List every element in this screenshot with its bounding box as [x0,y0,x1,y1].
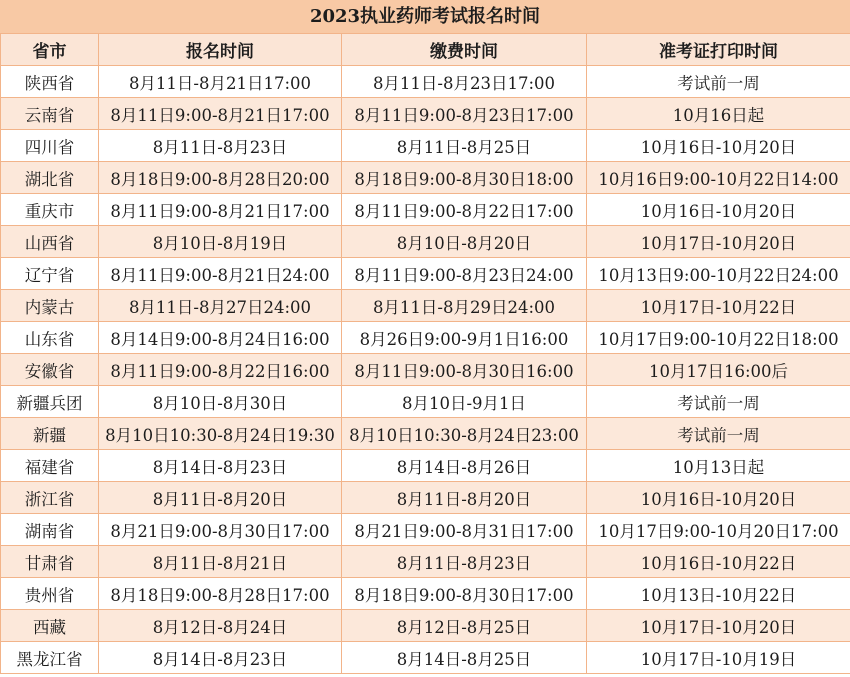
header-payment-time: 缴费时间 [342,34,587,66]
cell-province: 湖北省 [1,162,99,194]
cell-admission-print-time: 10月17日9:00-10月22日18:00 [587,322,850,354]
cell-admission-print-time: 考试前一周 [587,386,850,418]
cell-payment-time: 8月11日9:00-8月30日16:00 [342,354,587,386]
cell-registration-time: 8月21日9:00-8月30日17:00 [99,514,342,546]
cell-registration-time: 8月10日-8月19日 [99,226,342,258]
cell-payment-time: 8月11日-8月23日 [342,546,587,578]
cell-province: 山西省 [1,226,99,258]
cell-payment-time: 8月10日-9月1日 [342,386,587,418]
cell-payment-time: 8月14日-8月25日 [342,642,587,674]
cell-payment-time: 8月11日9:00-8月22日17:00 [342,194,587,226]
cell-registration-time: 8月11日9:00-8月21日17:00 [99,98,342,130]
table-row [1,354,850,386]
cell-payment-time: 8月10日10:30-8月24日23:00 [342,418,587,450]
table-row [1,482,850,514]
cell-province: 内蒙古 [1,290,99,322]
cell-admission-print-time: 考试前一周 [587,66,850,98]
cell-registration-time: 8月18日9:00-8月28日20:00 [99,162,342,194]
cell-registration-time: 8月11日-8月23日 [99,130,342,162]
cell-province: 新疆兵团 [1,386,99,418]
cell-payment-time: 8月11日9:00-8月23日17:00 [342,98,587,130]
cell-admission-print-time: 10月13日9:00-10月22日24:00 [587,258,850,290]
exam-schedule-table [0,33,850,674]
table-row [1,290,850,322]
cell-province: 新疆 [1,418,99,450]
cell-registration-time: 8月12日-8月24日 [99,610,342,642]
cell-admission-print-time: 10月17日-10月19日 [587,642,850,674]
cell-province: 辽宁省 [1,258,99,290]
table-row [1,642,850,674]
header-admission-print-time: 准考证打印时间 [587,34,850,66]
table-row [1,226,850,258]
cell-admission-print-time: 10月17日-10月20日 [587,226,850,258]
cell-registration-time: 8月11日9:00-8月21日24:00 [99,258,342,290]
cell-province: 浙江省 [1,482,99,514]
cell-province: 安徽省 [1,354,99,386]
header-province: 省市 [1,34,99,66]
table-row [1,546,850,578]
cell-payment-time: 8月11日-8月23日17:00 [342,66,587,98]
cell-registration-time: 8月14日-8月23日 [99,450,342,482]
cell-province: 山东省 [1,322,99,354]
table-row [1,162,850,194]
cell-admission-print-time: 10月13日-10月22日 [587,578,850,610]
cell-admission-print-time: 10月16日9:00-10月22日14:00 [587,162,850,194]
cell-registration-time: 8月14日-8月23日 [99,642,342,674]
table-row [1,98,850,130]
cell-registration-time: 8月11日-8月21日 [99,546,342,578]
cell-admission-print-time: 10月16日起 [587,98,850,130]
cell-admission-print-time: 10月17日-10月22日 [587,290,850,322]
cell-payment-time: 8月21日9:00-8月31日17:00 [342,514,587,546]
cell-admission-print-time: 10月17日9:00-10月20日17:00 [587,514,850,546]
table-row [1,258,850,290]
cell-admission-print-time: 10月16日-10月20日 [587,130,850,162]
cell-payment-time: 8月12日-8月25日 [342,610,587,642]
cell-registration-time: 8月11日9:00-8月22日16:00 [99,354,342,386]
table-row [1,66,850,98]
cell-admission-print-time: 10月13日起 [587,450,850,482]
table-row [1,322,850,354]
table-row [1,194,850,226]
table-row [1,578,850,610]
cell-admission-print-time: 10月16日-10月20日 [587,482,850,514]
cell-registration-time: 8月18日9:00-8月28日17:00 [99,578,342,610]
cell-payment-time: 8月11日-8月29日24:00 [342,290,587,322]
cell-province: 西藏 [1,610,99,642]
cell-province: 甘肃省 [1,546,99,578]
cell-admission-print-time: 10月17日-10月20日 [587,610,850,642]
cell-province: 重庆市 [1,194,99,226]
table-row [1,610,850,642]
cell-registration-time: 8月10日10:30-8月24日19:30 [99,418,342,450]
cell-payment-time: 8月11日-8月25日 [342,130,587,162]
cell-payment-time: 8月10日-8月20日 [342,226,587,258]
cell-province: 黑龙江省 [1,642,99,674]
table-title: 2023执业药师考试报名时间 [0,0,850,34]
cell-payment-time: 8月11日-8月20日 [342,482,587,514]
table-row [1,450,850,482]
cell-registration-time: 8月11日-8月27日24:00 [99,290,342,322]
cell-registration-time: 8月14日9:00-8月24日16:00 [99,322,342,354]
cell-admission-print-time: 10月16日-10月20日 [587,194,850,226]
table-row [1,514,850,546]
cell-province: 贵州省 [1,578,99,610]
table-row [1,130,850,162]
table-row [1,386,850,418]
cell-province: 四川省 [1,130,99,162]
cell-registration-time: 8月11日-8月21日17:00 [99,66,342,98]
cell-province: 湖南省 [1,514,99,546]
cell-admission-print-time: 考试前一周 [587,418,850,450]
cell-province: 云南省 [1,98,99,130]
cell-payment-time: 8月18日9:00-8月30日18:00 [342,162,587,194]
cell-payment-time: 8月14日-8月26日 [342,450,587,482]
cell-payment-time: 8月18日9:00-8月30日17:00 [342,578,587,610]
cell-registration-time: 8月11日9:00-8月21日17:00 [99,194,342,226]
cell-admission-print-time: 10月16日-10月22日 [587,546,850,578]
cell-admission-print-time: 10月17日16:00后 [587,354,850,386]
table-row [1,418,850,450]
header-registration-time: 报名时间 [99,34,342,66]
header-row [1,34,850,66]
cell-payment-time: 8月11日9:00-8月23日24:00 [342,258,587,290]
cell-registration-time: 8月10日-8月30日 [99,386,342,418]
cell-registration-time: 8月11日-8月20日 [99,482,342,514]
cell-payment-time: 8月26日9:00-9月1日16:00 [342,322,587,354]
cell-province: 福建省 [1,450,99,482]
cell-province: 陕西省 [1,66,99,98]
